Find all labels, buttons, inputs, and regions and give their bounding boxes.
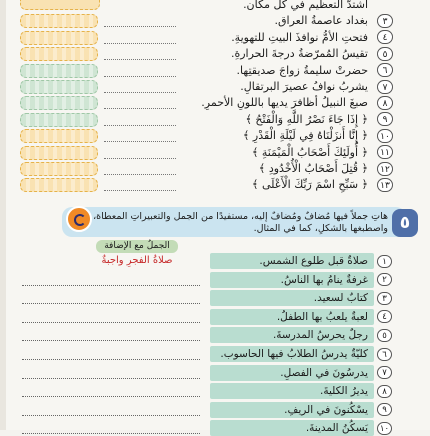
answer-line[interactable] <box>104 42 176 44</box>
answer-line[interactable] <box>22 358 200 360</box>
sentence-number-badge: ٩ <box>377 112 393 126</box>
phrase-number-badge: ٧ <box>377 366 392 379</box>
answer-line[interactable] <box>104 157 176 159</box>
phrase-number-badge: ١ <box>377 255 392 268</box>
sentence-number-badge: ٤ <box>377 30 393 44</box>
sentence-number-badge: ٣ <box>377 14 393 28</box>
phrase-number-badge: ٥ <box>377 329 392 342</box>
phrase-number-badge: ٤ <box>377 310 392 323</box>
sentence-text: اشتدّ التعظيم في كل مكان. <box>243 0 368 11</box>
sentence-text: ﴿ إِنَّا أَنزَلْنَاهُ فِي لَيْلَةِ الْقَدْرِ ﴾ <box>242 129 368 143</box>
answer-line[interactable] <box>22 395 200 397</box>
sentence-text: يشربُ نوافُ عصيرَ البرتقالِ. <box>240 80 368 93</box>
answer-line[interactable] <box>22 432 200 434</box>
answer-box[interactable] <box>20 178 98 192</box>
phrase-text: لعبةٌ يلعبُ بها الطفلُ. <box>276 310 368 323</box>
answer-box[interactable] <box>20 80 98 94</box>
instruction-line-1: هاتِ جملاً فيها مُضافٌ ومُضافٌ إليه، مستفيدًا من الجمل والتعبيراتِ المعطاة، <box>93 211 388 222</box>
phrase-text: صلاةٌ قبل طلوع الشمس. <box>259 255 368 267</box>
phrase-text: يدرسُونَ في الفصلِ. <box>280 366 368 379</box>
phrase-text: غرفةٌ ينامُ بها الناسُ. <box>280 273 368 286</box>
answer-box[interactable] <box>20 14 98 28</box>
answer-line[interactable] <box>104 25 176 27</box>
phrase-number-badge: ٨ <box>377 385 392 398</box>
sentence-number-badge: ١٢ <box>377 162 393 176</box>
answer-line[interactable] <box>104 75 176 77</box>
instruction-text <box>88 211 388 235</box>
answer-box[interactable] <box>20 47 98 61</box>
page-edge <box>0 0 6 430</box>
sentence-text: ﴿ إِذَا جَاءَ نَصْرُ اللَّهِ وَالْفَتْحُ ﴾ <box>245 112 368 126</box>
answer-line[interactable] <box>22 414 200 416</box>
answer-box[interactable] <box>20 31 98 45</box>
answer-line[interactable] <box>104 173 176 175</box>
answer-line[interactable] <box>22 377 200 379</box>
column-header: الجملُ مع الإضافة <box>96 240 178 253</box>
answer-line[interactable] <box>104 91 176 93</box>
sentence-number-badge: ٧ <box>377 80 393 94</box>
answer-line[interactable] <box>104 107 176 109</box>
sentence-number-badge: ٨ <box>377 96 393 110</box>
sentence-number-badge: ١٣ <box>377 178 393 192</box>
answer-line[interactable] <box>104 58 176 60</box>
answer-line[interactable] <box>22 339 200 341</box>
answer-box[interactable] <box>20 113 98 127</box>
sentence-text: ﴿ أُولَئِكَ أَصْحَابُ الْمَيْمَنَةِ ﴾ <box>251 145 368 159</box>
answer-line[interactable] <box>104 189 176 191</box>
answer-box[interactable] <box>20 129 98 143</box>
sentence-number-badge: ٥ <box>377 47 393 61</box>
answer-line[interactable] <box>104 124 176 126</box>
answer-line[interactable] <box>22 284 200 286</box>
phrase-number-badge: ١٠ <box>377 422 392 435</box>
sentence-text: صبغَ النبيلُ أظافرَ يديها باللونِ الأحمرِ. <box>201 96 368 110</box>
phrase-number-badge: ٢ <box>377 273 392 286</box>
sentence-text: تقيسُ المُمرّضةُ درجةَ الحرارةِ. <box>230 47 368 61</box>
answer-box[interactable] <box>20 64 98 78</box>
instruction-line-2: واصطبغها بالشكلِ، كما في المثال. <box>253 223 388 234</box>
phrase-text: يديرُ الكليةَ. <box>319 385 368 398</box>
sentence-text: بغداد عاصمةُ العراق. <box>274 14 368 28</box>
phrase-text: يسْكُنونَ في الريفِ. <box>284 403 368 416</box>
section-number: ٥ <box>392 209 418 237</box>
phrase-number-badge: ٣ <box>377 292 392 305</box>
phrase-text: كليّةٌ يدرسُ الطلابُ فيها الحاسوب. <box>220 348 368 360</box>
sentence-text: فتحتِ الأمُّ نوافذَ البيتِ للتهويةِ. <box>231 30 368 44</box>
answer-line[interactable] <box>22 302 200 304</box>
sentence-number-badge: ١١ <box>377 145 393 159</box>
answer-line[interactable] <box>22 321 200 323</box>
sentence-number-badge: ٦ <box>377 63 393 77</box>
phrase-text: يَسكُنُ المدينةَ. <box>305 422 368 435</box>
phrase-number-badge: ٦ <box>377 348 392 361</box>
sentence-text: حضرتْ سليمةُ زواجَ صديقتِها. <box>236 63 368 77</box>
phrase-text: رجلٌ يحرسُ المدرسةَ. <box>272 329 368 342</box>
sentence-number-badge: ١٠ <box>377 129 393 143</box>
sentence-text: ﴿ قُتِلَ أَصْحَابُ الْأُخْدُودِ ﴾ <box>258 162 368 175</box>
answer-line[interactable] <box>104 140 176 142</box>
answer-box-top <box>20 0 100 10</box>
sentence-text: ﴿ سَبِّحِ اسْمَ رَبِّكَ الْأَعْلَى ﴾ <box>252 178 368 192</box>
answer-box[interactable] <box>20 96 98 110</box>
answer-box[interactable] <box>20 146 98 160</box>
example-answer: صلاةُ الفجرِ واجبةٌ <box>101 255 173 266</box>
phrase-text: كتابٌ لسعيد. <box>313 292 368 305</box>
phrase-number-badge: ٩ <box>377 403 392 416</box>
answer-box[interactable] <box>20 162 98 176</box>
